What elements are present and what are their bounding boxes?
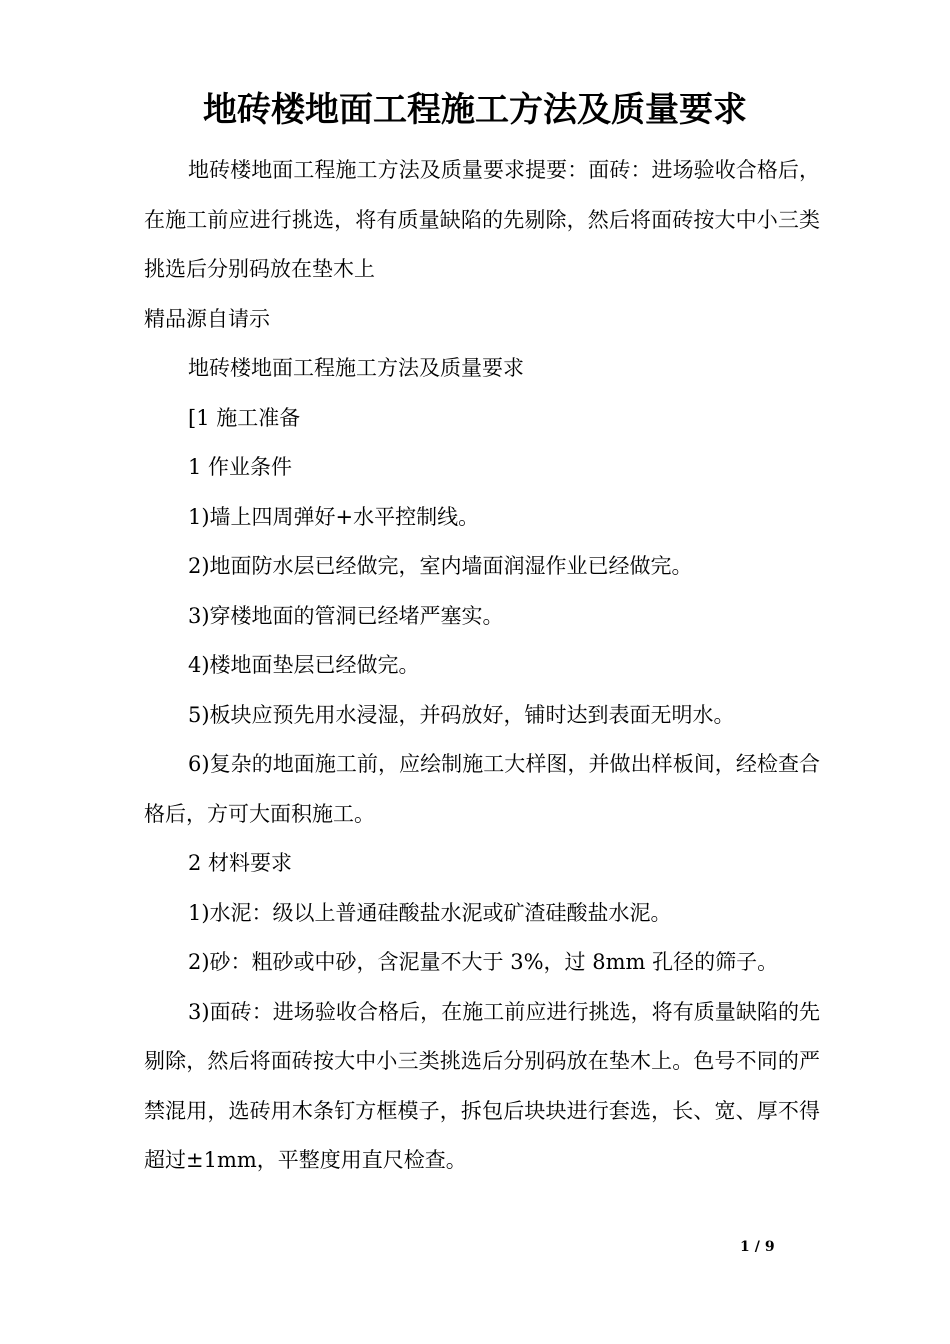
subsection-heading-work-conditions: 1 作业条件	[188, 455, 293, 479]
list-item: 3)穿楼地面的管洞已经堵严塞实。	[188, 603, 504, 628]
document-title: 地砖楼地面工程施工方法及质量要求	[203, 90, 747, 130]
document-body	[144, 146, 820, 1186]
list-item: 2)地面防水层已经做完，室内墙面润湿作业已经做完。	[188, 554, 693, 578]
list-item: 3)面砖：进场验收合格后，在施工前应进行挑选，将有质量缺陷的先剔除，然后将面砖按大中小三类挑选后分别码放在垫木上。色号不同的严禁混用，选砖用木条钉方框模子，拆包后块块进行套选，长、宽、厚不得超过±1mm，平整度用直尺检查。	[144, 999, 820, 1172]
section-heading-preparation: [1 施工准备	[188, 405, 301, 430]
paragraph-summary: 地砖楼地面工程施工方法及质量要求提要：面砖：进场验收合格后，在施工前应进行挑选，将有质量缺陷的先剔除，然后将面砖按大中小三类挑选后分别码放在垫木上	[144, 158, 820, 281]
list-item: 4)楼地面垫层已经做完。	[188, 653, 420, 677]
paragraph-subtitle: 地砖楼地面工程施工方法及质量要求	[188, 356, 524, 380]
list-item: 5)板块应预先用水浸湿，并码放好，铺时达到表面无明水。	[188, 702, 735, 727]
page-number	[740, 1238, 775, 1256]
list-item: 2)砂：粗砂或中砂，含泥量不大于 3%，过 8mm 孔径的筛子。	[188, 950, 779, 974]
page-current: 1	[740, 1239, 750, 1255]
page-separator: /	[754, 1239, 760, 1255]
list-item: 1)墙上四周弹好+水平控制线。	[188, 504, 480, 529]
subsection-heading-material-requirements: 2 材料要求	[188, 851, 293, 875]
page-total: 9	[764, 1239, 775, 1255]
paragraph-source-note: 精品源自请示	[144, 306, 270, 331]
list-item: 1)水泥：级以上普通硅酸盐水泥或矿渣硅酸盐水泥。	[188, 900, 672, 925]
list-item: 6)复杂的地面施工前，应绘制施工大样图，并做出样板间，经检查合格后，方可大面积施工。	[144, 752, 820, 826]
